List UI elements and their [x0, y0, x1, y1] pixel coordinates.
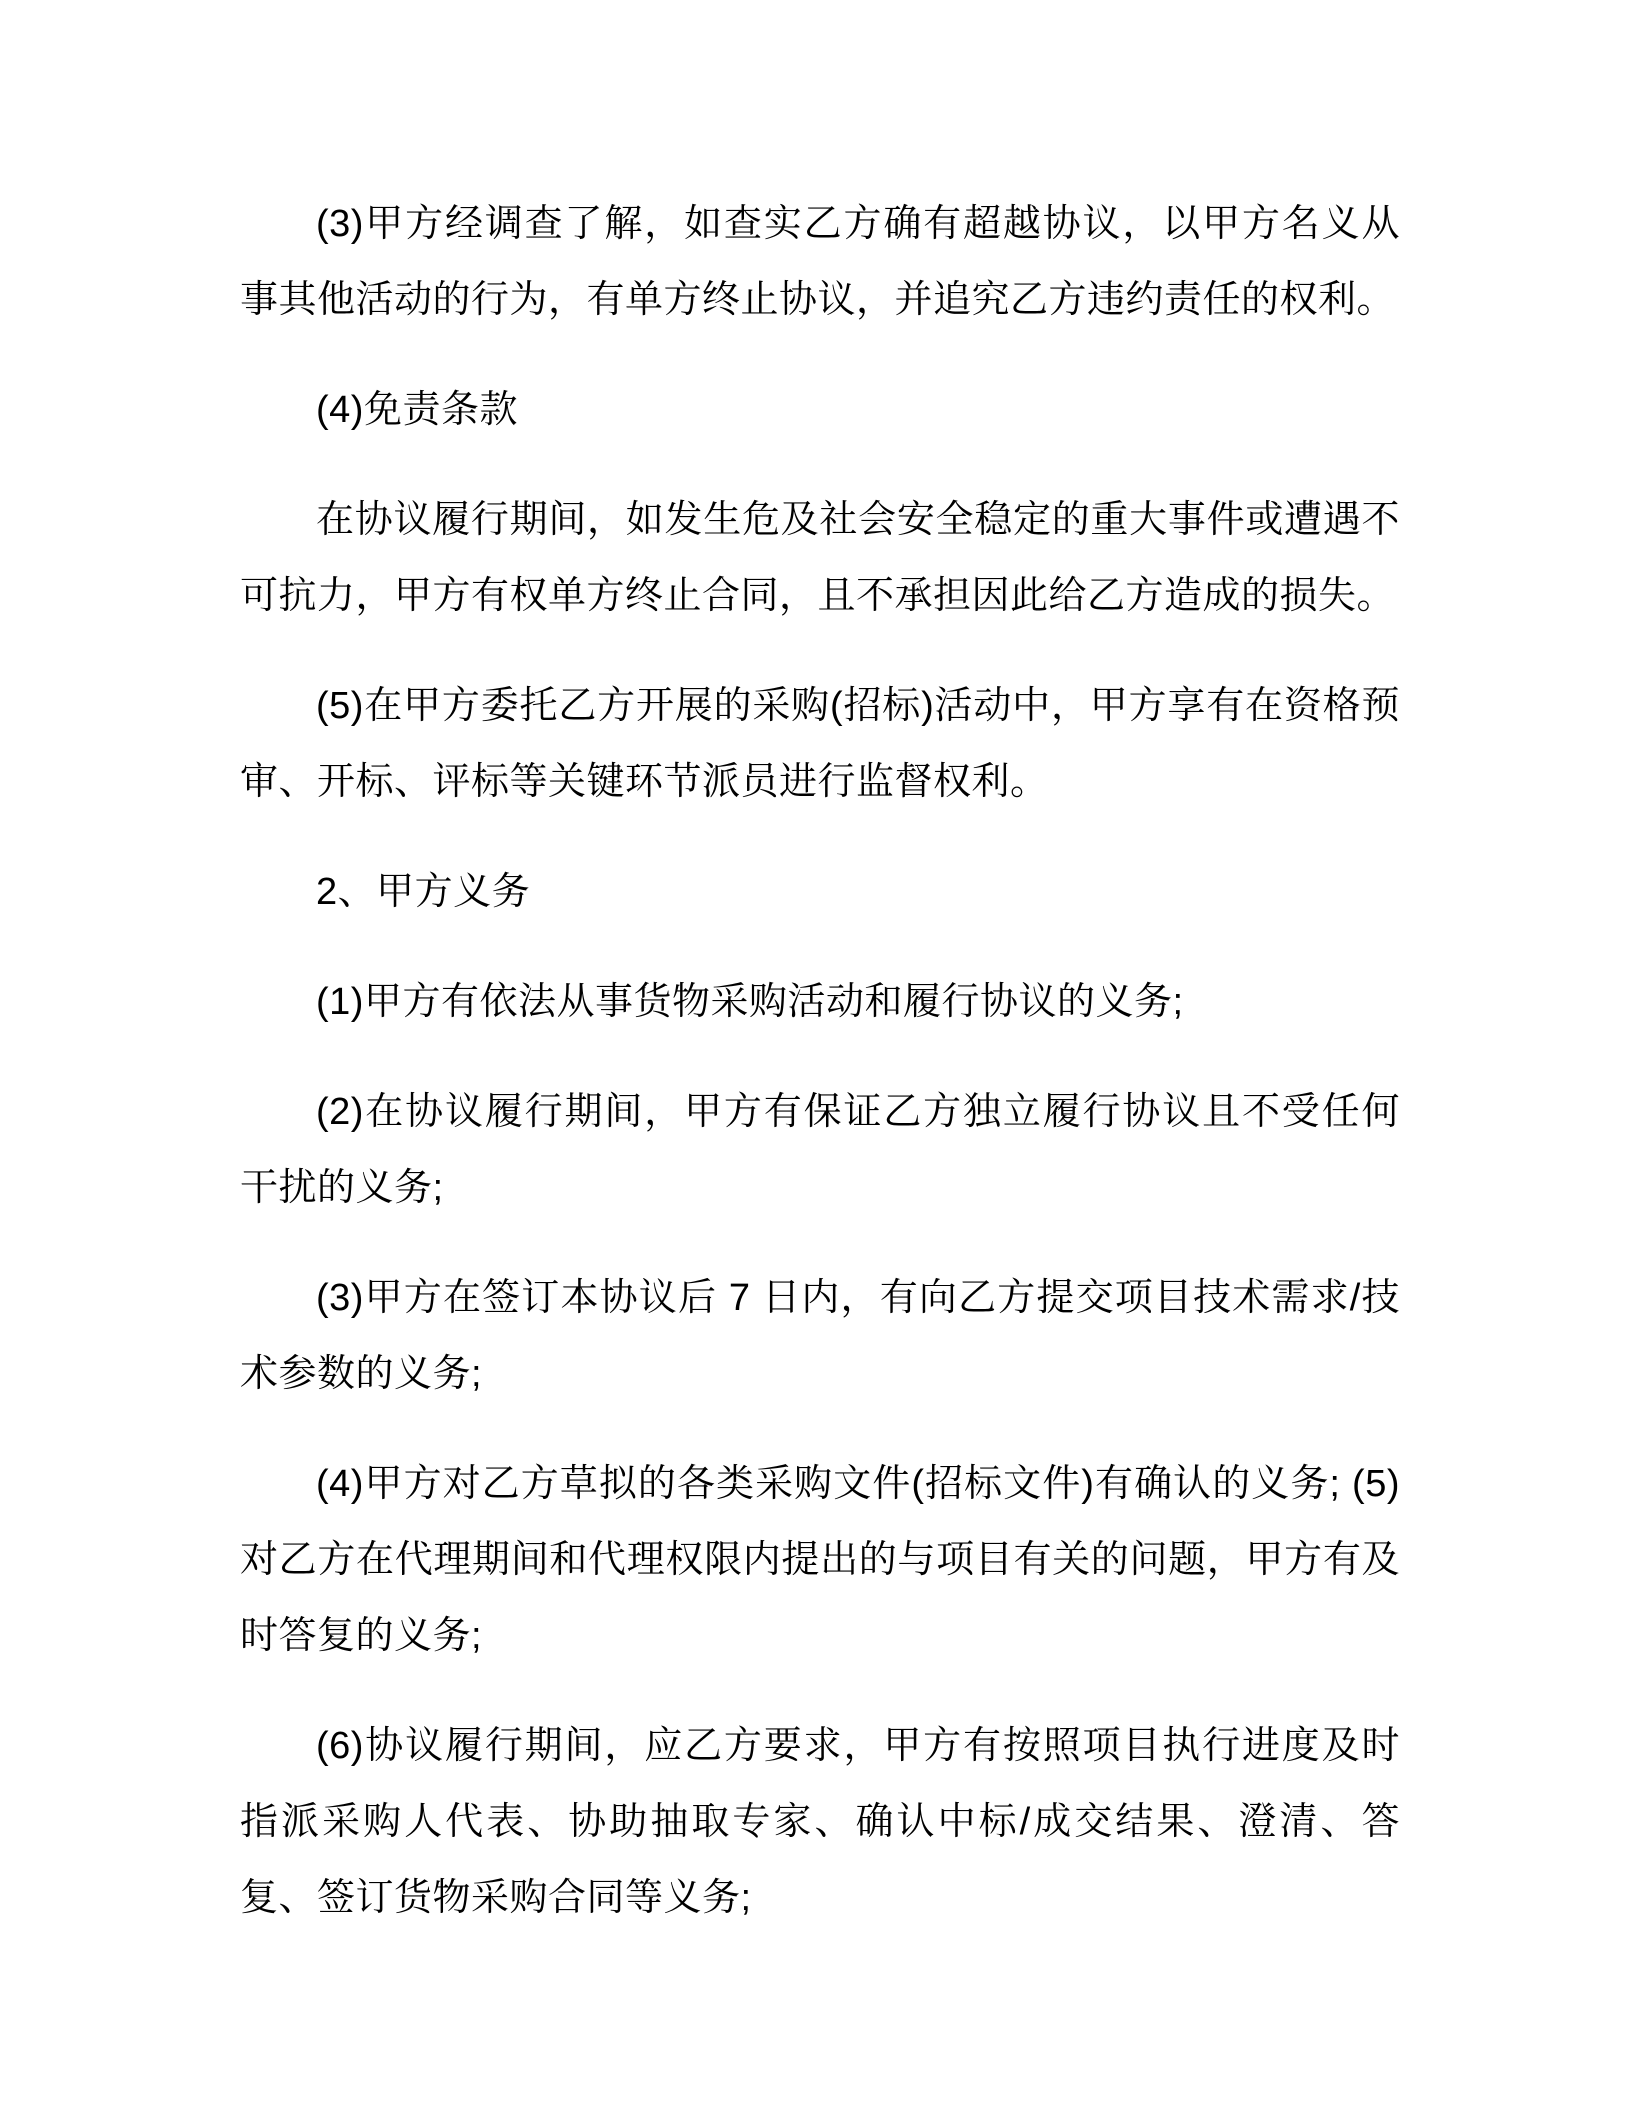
- paragraph: (2)在协议履行期间，甲方有保证乙方独立履行协议且不受任何干扰的义务;: [240, 1091, 1400, 1209]
- paragraph: 2、甲方义务: [316, 871, 531, 913]
- document-body: [240, 186, 1400, 1936]
- paragraph: (4)免责条款: [316, 389, 518, 431]
- paragraph: (6)协议履行期间，应乙方要求，甲方有按照项目执行进度及时指派采购人代表、协助抽取专家、确认中标/成交结果、澄清、答复、签订货物采购合同等义务;: [240, 1725, 1400, 1919]
- paragraph: (3)甲方经调查了解，如查实乙方确有超越协议，以甲方名义从事其他活动的行为，有单方终止协议，并追究乙方违约责任的权利。: [240, 203, 1400, 321]
- paragraph: 在协议履行期间，如发生危及社会安全稳定的重大事件或遭遇不可抗力，甲方有权单方终止合同，且不承担因此给乙方造成的损失。: [240, 499, 1400, 617]
- paragraph: (1)甲方有依法从事货物采购活动和履行协议的义务;: [316, 981, 1184, 1023]
- paragraph: (3)甲方在签订本协议后 7 日内，有向乙方提交项目技术需求/技术参数的义务;: [240, 1277, 1400, 1395]
- paragraph: (4)甲方对乙方草拟的各类采购文件(招标文件)有确认的义务; (5)对乙方在代理期间和代理权限内提出的与项目有关的问题，甲方有及时答复的义务;: [240, 1463, 1400, 1657]
- paragraph: (5)在甲方委托乙方开展的采购(招标)活动中，甲方享有在资格预审、开标、评标等关键环节派员进行监督权利。: [240, 685, 1400, 803]
